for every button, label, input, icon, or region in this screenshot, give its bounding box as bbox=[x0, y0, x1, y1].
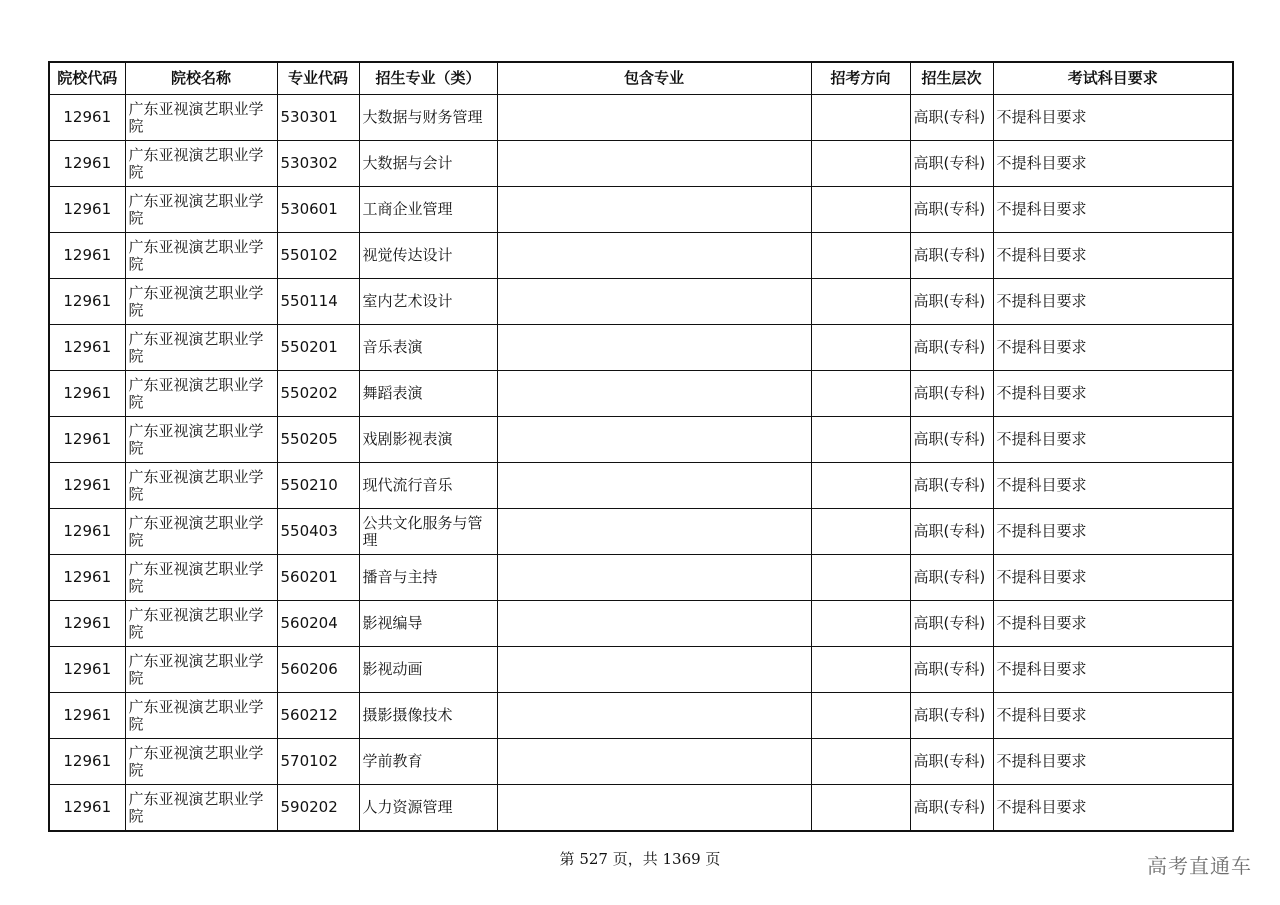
table-row bbox=[49, 509, 1233, 555]
cell-major-code: 560201 bbox=[277, 555, 359, 601]
cell-included-majors bbox=[497, 371, 811, 417]
cell-requirement: 不提科目要求 bbox=[993, 187, 1233, 233]
table-row bbox=[49, 647, 1233, 693]
cell-direction bbox=[811, 555, 910, 601]
cell-included-majors bbox=[497, 279, 811, 325]
table-row bbox=[49, 233, 1233, 279]
cell-included-majors bbox=[497, 785, 811, 832]
table-row bbox=[49, 463, 1233, 509]
cell-included-majors bbox=[497, 141, 811, 187]
cell-requirement: 不提科目要求 bbox=[993, 785, 1233, 832]
table-header-row bbox=[49, 62, 1233, 95]
table-row bbox=[49, 601, 1233, 647]
cell-major: 人力资源管理 bbox=[359, 785, 497, 832]
cell-school-code: 12961 bbox=[49, 463, 125, 509]
cell-requirement: 不提科目要求 bbox=[993, 371, 1233, 417]
cell-level: 高职(专科) bbox=[910, 693, 993, 739]
cell-major: 现代流行音乐 bbox=[359, 463, 497, 509]
cell-requirement: 不提科目要求 bbox=[993, 95, 1233, 141]
cell-major: 音乐表演 bbox=[359, 325, 497, 371]
cell-requirement: 不提科目要求 bbox=[993, 141, 1233, 187]
cell-direction bbox=[811, 463, 910, 509]
cell-school-code: 12961 bbox=[49, 279, 125, 325]
header-major: 招生专业（类） bbox=[359, 62, 497, 95]
cell-major: 舞蹈表演 bbox=[359, 371, 497, 417]
cell-major: 视觉传达设计 bbox=[359, 233, 497, 279]
table-row bbox=[49, 279, 1233, 325]
header-requirement: 考试科目要求 bbox=[993, 62, 1233, 95]
cell-major: 学前教育 bbox=[359, 739, 497, 785]
header-major-code: 专业代码 bbox=[277, 62, 359, 95]
cell-level: 高职(专科) bbox=[910, 371, 993, 417]
cell-included-majors bbox=[497, 693, 811, 739]
cell-included-majors bbox=[497, 555, 811, 601]
cell-level: 高职(专科) bbox=[910, 785, 993, 832]
cell-school-code: 12961 bbox=[49, 509, 125, 555]
header-school-code: 院校代码 bbox=[49, 62, 125, 95]
cell-major-code: 530302 bbox=[277, 141, 359, 187]
cell-major-code: 560206 bbox=[277, 647, 359, 693]
cell-included-majors bbox=[497, 417, 811, 463]
cell-level: 高职(专科) bbox=[910, 463, 993, 509]
cell-level: 高职(专科) bbox=[910, 95, 993, 141]
cell-school-name: 广东亚视演艺职业学院 bbox=[125, 279, 277, 325]
table-row bbox=[49, 555, 1233, 601]
cell-school-name: 广东亚视演艺职业学院 bbox=[125, 509, 277, 555]
cell-school-code: 12961 bbox=[49, 739, 125, 785]
cell-major: 影视动画 bbox=[359, 647, 497, 693]
table-row bbox=[49, 95, 1233, 141]
watermark: 高考直通车 bbox=[1147, 854, 1252, 878]
cell-school-code: 12961 bbox=[49, 187, 125, 233]
cell-major-code: 530601 bbox=[277, 187, 359, 233]
cell-direction bbox=[811, 647, 910, 693]
cell-school-code: 12961 bbox=[49, 141, 125, 187]
cell-major-code: 550210 bbox=[277, 463, 359, 509]
cell-requirement: 不提科目要求 bbox=[993, 509, 1233, 555]
cell-school-name: 广东亚视演艺职业学院 bbox=[125, 187, 277, 233]
cell-school-name: 广东亚视演艺职业学院 bbox=[125, 785, 277, 832]
table-row bbox=[49, 739, 1233, 785]
cell-direction bbox=[811, 509, 910, 555]
cell-school-code: 12961 bbox=[49, 233, 125, 279]
header-included-majors: 包含专业 bbox=[497, 62, 811, 95]
cell-included-majors bbox=[497, 325, 811, 371]
cell-school-name: 广东亚视演艺职业学院 bbox=[125, 141, 277, 187]
cell-major-code: 550403 bbox=[277, 509, 359, 555]
cell-school-code: 12961 bbox=[49, 693, 125, 739]
cell-major-code: 560204 bbox=[277, 601, 359, 647]
cell-included-majors bbox=[497, 601, 811, 647]
cell-major: 大数据与会计 bbox=[359, 141, 497, 187]
cell-school-code: 12961 bbox=[49, 371, 125, 417]
cell-school-code: 12961 bbox=[49, 95, 125, 141]
cell-level: 高职(专科) bbox=[910, 141, 993, 187]
cell-major: 大数据与财务管理 bbox=[359, 95, 497, 141]
page-number: 第 527 页，共 1369 页 bbox=[559, 850, 721, 868]
header-level: 招生层次 bbox=[910, 62, 993, 95]
cell-major: 工商企业管理 bbox=[359, 187, 497, 233]
cell-included-majors bbox=[497, 95, 811, 141]
header-direction: 招考方向 bbox=[811, 62, 910, 95]
cell-major: 影视编导 bbox=[359, 601, 497, 647]
cell-level: 高职(专科) bbox=[910, 279, 993, 325]
header-school-name: 院校名称 bbox=[125, 62, 277, 95]
cell-level: 高职(专科) bbox=[910, 187, 993, 233]
cell-included-majors bbox=[497, 233, 811, 279]
cell-school-name: 广东亚视演艺职业学院 bbox=[125, 233, 277, 279]
admissions-table bbox=[48, 61, 1234, 832]
cell-direction bbox=[811, 417, 910, 463]
table-row bbox=[49, 187, 1233, 233]
cell-major: 戏剧影视表演 bbox=[359, 417, 497, 463]
cell-major: 室内艺术设计 bbox=[359, 279, 497, 325]
table-row bbox=[49, 785, 1233, 832]
cell-direction bbox=[811, 233, 910, 279]
cell-direction bbox=[811, 371, 910, 417]
cell-school-code: 12961 bbox=[49, 785, 125, 832]
cell-school-name: 广东亚视演艺职业学院 bbox=[125, 693, 277, 739]
cell-major-code: 550102 bbox=[277, 233, 359, 279]
table-row bbox=[49, 417, 1233, 463]
cell-major-code: 550202 bbox=[277, 371, 359, 417]
cell-major-code: 550114 bbox=[277, 279, 359, 325]
cell-direction bbox=[811, 739, 910, 785]
table-row bbox=[49, 693, 1233, 739]
cell-major-code: 550205 bbox=[277, 417, 359, 463]
cell-level: 高职(专科) bbox=[910, 555, 993, 601]
cell-major-code: 570102 bbox=[277, 739, 359, 785]
cell-level: 高职(专科) bbox=[910, 739, 993, 785]
cell-school-name: 广东亚视演艺职业学院 bbox=[125, 601, 277, 647]
cell-school-name: 广东亚视演艺职业学院 bbox=[125, 739, 277, 785]
cell-major-code: 530301 bbox=[277, 95, 359, 141]
cell-included-majors bbox=[497, 509, 811, 555]
cell-school-code: 12961 bbox=[49, 601, 125, 647]
cell-school-name: 广东亚视演艺职业学院 bbox=[125, 417, 277, 463]
cell-major: 摄影摄像技术 bbox=[359, 693, 497, 739]
cell-school-code: 12961 bbox=[49, 417, 125, 463]
table-body bbox=[49, 95, 1233, 832]
cell-direction bbox=[811, 785, 910, 832]
cell-major-code: 560212 bbox=[277, 693, 359, 739]
cell-level: 高职(专科) bbox=[910, 233, 993, 279]
cell-requirement: 不提科目要求 bbox=[993, 417, 1233, 463]
cell-direction bbox=[811, 279, 910, 325]
table-row bbox=[49, 371, 1233, 417]
cell-school-name: 广东亚视演艺职业学院 bbox=[125, 463, 277, 509]
cell-direction bbox=[811, 693, 910, 739]
cell-level: 高职(专科) bbox=[910, 417, 993, 463]
cell-direction bbox=[811, 601, 910, 647]
cell-requirement: 不提科目要求 bbox=[993, 601, 1233, 647]
cell-school-code: 12961 bbox=[49, 555, 125, 601]
cell-school-name: 广东亚视演艺职业学院 bbox=[125, 371, 277, 417]
cell-requirement: 不提科目要求 bbox=[993, 555, 1233, 601]
cell-level: 高职(专科) bbox=[910, 325, 993, 371]
cell-major-code: 590202 bbox=[277, 785, 359, 832]
cell-direction bbox=[811, 95, 910, 141]
cell-major-code: 550201 bbox=[277, 325, 359, 371]
cell-requirement: 不提科目要求 bbox=[993, 693, 1233, 739]
cell-school-code: 12961 bbox=[49, 647, 125, 693]
cell-direction bbox=[811, 187, 910, 233]
cell-school-name: 广东亚视演艺职业学院 bbox=[125, 555, 277, 601]
cell-level: 高职(专科) bbox=[910, 601, 993, 647]
cell-level: 高职(专科) bbox=[910, 647, 993, 693]
cell-requirement: 不提科目要求 bbox=[993, 233, 1233, 279]
cell-school-code: 12961 bbox=[49, 325, 125, 371]
cell-requirement: 不提科目要求 bbox=[993, 463, 1233, 509]
cell-requirement: 不提科目要求 bbox=[993, 739, 1233, 785]
cell-requirement: 不提科目要求 bbox=[993, 325, 1233, 371]
cell-school-name: 广东亚视演艺职业学院 bbox=[125, 95, 277, 141]
table-row bbox=[49, 141, 1233, 187]
table-row bbox=[49, 325, 1233, 371]
cell-requirement: 不提科目要求 bbox=[993, 279, 1233, 325]
cell-level: 高职(专科) bbox=[910, 509, 993, 555]
cell-included-majors bbox=[497, 187, 811, 233]
cell-direction bbox=[811, 141, 910, 187]
cell-major: 公共文化服务与管理 bbox=[359, 509, 497, 555]
cell-included-majors bbox=[497, 463, 811, 509]
cell-major: 播音与主持 bbox=[359, 555, 497, 601]
cell-included-majors bbox=[497, 647, 811, 693]
cell-school-name: 广东亚视演艺职业学院 bbox=[125, 325, 277, 371]
cell-direction bbox=[811, 325, 910, 371]
cell-school-name: 广东亚视演艺职业学院 bbox=[125, 647, 277, 693]
cell-requirement: 不提科目要求 bbox=[993, 647, 1233, 693]
cell-included-majors bbox=[497, 739, 811, 785]
